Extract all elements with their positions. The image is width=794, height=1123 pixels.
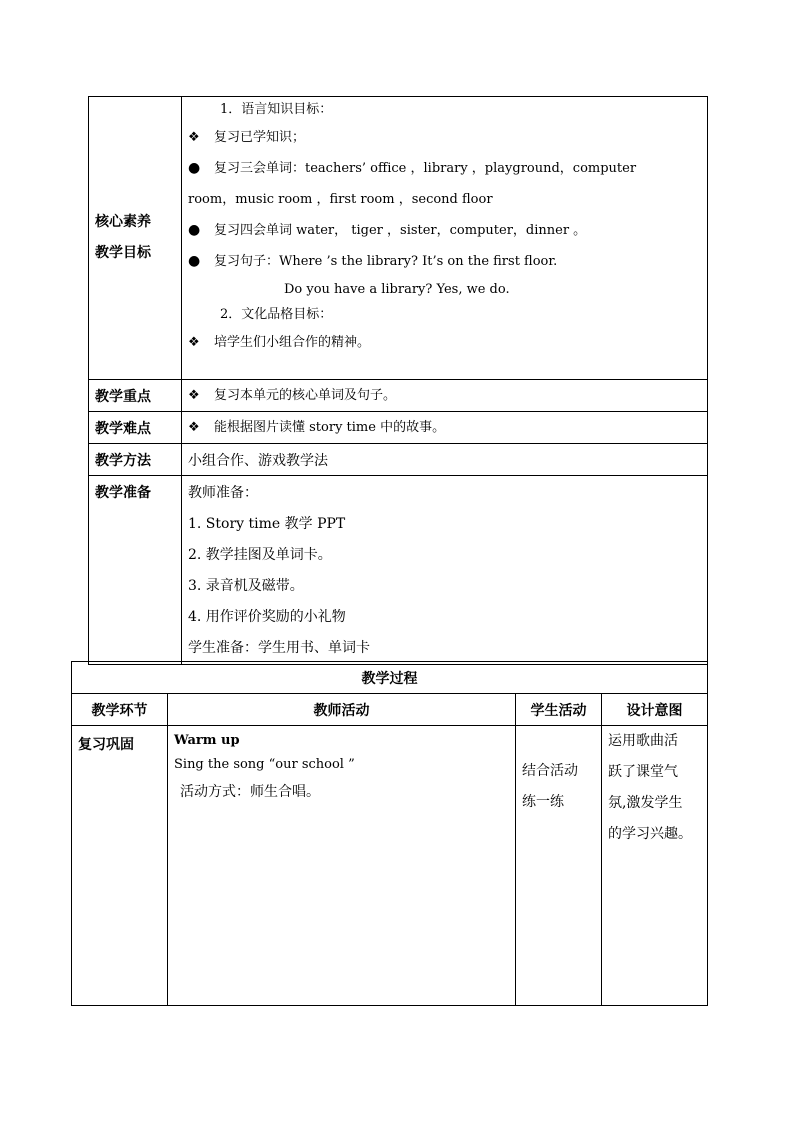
- table-row: [72, 726, 708, 1006]
- prep-item: 3. 录音机及磁带。: [188, 578, 304, 594]
- goals-label-line2: 教学目标: [95, 245, 151, 261]
- goals-label-cell: [89, 97, 182, 380]
- goals-item-review: ❖ 复习已学知识；: [188, 122, 707, 153]
- goals-label-line1: 核心素养: [95, 214, 151, 230]
- header-intent: 设计意图: [602, 694, 708, 726]
- goals-item-four: ● 复习四会单词 water， tiger ，sister，computer，dinner 。: [188, 215, 707, 246]
- methods-label: 教学方法: [89, 444, 182, 476]
- preparation-label: 教学准备: [89, 476, 182, 665]
- goals-item-three-cont: room，music room ，first room ，second floor: [188, 192, 493, 207]
- warmup-song: Sing the song “our school ”: [174, 757, 355, 772]
- dot-bullet-icon: ●: [188, 222, 201, 238]
- dot-bullet-icon: ●: [188, 253, 201, 269]
- header-teacher: 教师活动: [168, 694, 516, 726]
- diamond-bullet-icon: ❖: [188, 419, 200, 435]
- prep-teacher: 教师准备：: [188, 485, 258, 501]
- methods-text: 小组合作、游戏教学法: [182, 444, 708, 476]
- goals-sec2-title: 2．文化品格目标：: [220, 307, 333, 322]
- difficulties-text: ❖ 能根据图片读懂 story time 中的故事。: [182, 412, 708, 444]
- goals-sec1-title: 1．语言知识目标：: [220, 102, 333, 117]
- warmup-title: Warm up: [174, 733, 240, 748]
- row-teacher-activity: [168, 726, 516, 1006]
- diamond-bullet-icon: ❖: [188, 387, 200, 403]
- header-student: 学生活动: [516, 694, 602, 726]
- goals-item-three: ● 复习三会单词：teachers’ office ，library ，playground，computer: [188, 153, 707, 184]
- objectives-table: [88, 96, 708, 665]
- prep-item: 1. Story time 教学 PPT: [188, 516, 346, 532]
- warmup-method: 活动方式：师生合唱。: [180, 784, 320, 800]
- goals-content-cell: [182, 97, 708, 380]
- difficulties-label: 教学难点: [89, 412, 182, 444]
- dot-bullet-icon: ●: [188, 160, 201, 176]
- goals-item-sentence2: Do you have a library? Yes, we do.: [284, 282, 510, 297]
- key-points-text: ❖ 复习本单元的核心单词及句子。: [182, 380, 708, 412]
- prep-item: 2. 教学挂图及单词卡。: [188, 547, 332, 563]
- row-stage: 复习巩固: [72, 726, 168, 1006]
- preparation-content: [182, 476, 708, 665]
- prep-item: 4. 用作评价奖励的小礼物: [188, 609, 346, 625]
- diamond-bullet-icon: ❖: [188, 130, 200, 145]
- goals-item-sentence: ● 复习句子：Where ’s the library? It’s on the first floor.: [188, 246, 707, 277]
- goals-item-culture: ❖ 培学生们小组合作的精神。: [188, 327, 707, 358]
- row-design-intent: 运用歌曲活 跃了课堂气 氛,激发学生 的学习兴趣。: [602, 726, 708, 1006]
- row-student-activity: 结合活动 练一练: [516, 726, 602, 1006]
- process-title: 教学过程: [72, 662, 708, 694]
- process-table: [71, 661, 708, 1006]
- header-stage: 教学环节: [72, 694, 168, 726]
- prep-student: 学生准备：学生用书、单词卡: [188, 640, 370, 656]
- key-points-label: 教学重点: [89, 380, 182, 412]
- diamond-bullet-icon: ❖: [188, 335, 200, 350]
